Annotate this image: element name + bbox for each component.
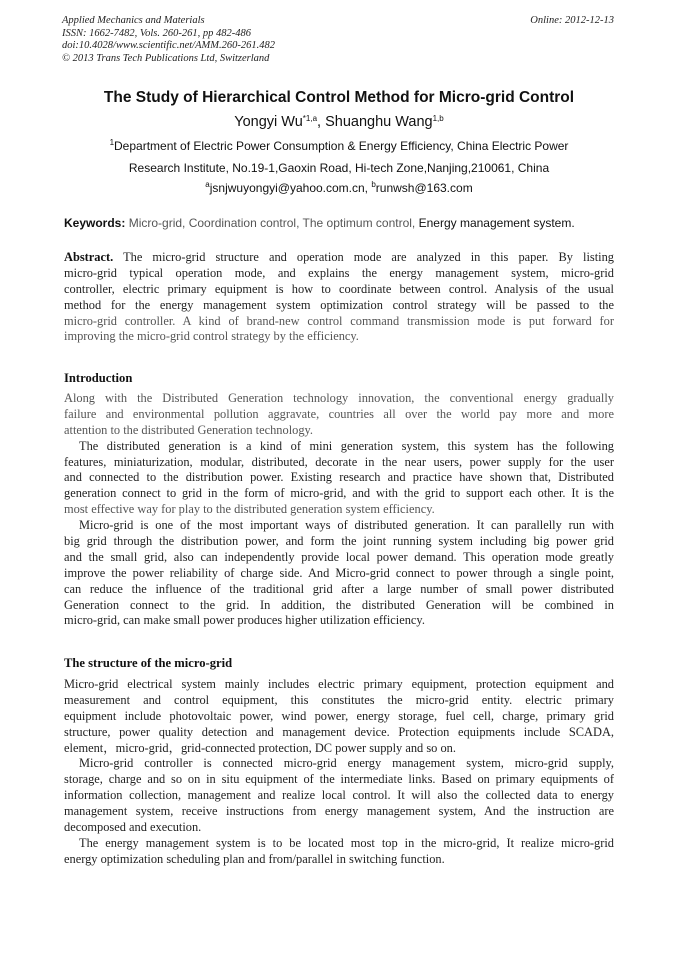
abstract-label: Abstract. [64, 250, 114, 264]
body-line: Micro-grid controller is connected micro-grid energy management system, micro-grid supply, [79, 756, 614, 771]
section-heading-introduction: Introduction [64, 371, 133, 385]
body-line: attention to the distributed Generation technology. [64, 422, 314, 437]
body-line: Along with the Distributed Generation technology innovation, the conventional energy gradually [64, 391, 614, 405]
abstract-line: micro-grid controller. A kind of brand-new control command transmission mode is put forward for [64, 313, 614, 328]
email-mark: a [205, 180, 210, 189]
body-line: generation connect to grid in the form of micro-grid, and with the grid to support each other. It is the [64, 486, 614, 501]
body-line: improve the power reliability of charge side. And Micro-grid connect to power through a single point, [64, 565, 614, 580]
author-affil-mark: 1,b [432, 114, 444, 123]
keywords-text: Energy management system. [418, 216, 575, 230]
keywords-line [64, 216, 575, 230]
keywords-text: Micro-grid, Coordination control, The optimum control, [125, 216, 419, 230]
keywords-label: Keywords: [64, 216, 126, 230]
affiliation-line: Research Institute, No.19-1,Gaoxin Road, Hi-tech Zone,Nanjing,210061, China [128, 161, 550, 175]
body-line: big grid through the distribution power, and form the joint running system including big power grid [64, 534, 614, 549]
body-line: storage, charge and so on in situ equipment of the intermediate links. Based on primary equipments of [64, 772, 614, 787]
body-line: micro-grid, can make small power produces higher utilization efficiency. [64, 613, 425, 628]
body-line: failure and environmental pollution aggravate, countries all over the world pay more and more [64, 406, 614, 421]
author-affil-mark: *1,a [302, 114, 318, 123]
introduction-body [64, 391, 614, 629]
body-line: measurement and control equipment, this constitutes the micro-grid entity. electric primary [64, 692, 614, 707]
body-line: The distributed generation is a kind of mini generation system, this system has the following [79, 438, 614, 453]
abstract-line: method for the energy management system optimization control strategy will be passed to the [64, 297, 614, 312]
affiliation-line [0, 139, 678, 153]
body-line: information collection, management and realize local control. It will also the collected data to energy [64, 788, 614, 803]
body-line: Micro-grid is one of the most important ways of distributed generation. It can parallelly run with [79, 518, 614, 533]
body-line: Generation connect to the grid. In addition, the distributed Generation will be combined in [64, 597, 614, 612]
body-line: most effective way for play to the distributed generation system efficiency. [64, 502, 435, 517]
journal-header [62, 15, 275, 65]
abstract-line: micro-grid typical operation mode, and explains the energy management system, micro-grid [64, 265, 614, 280]
author-name: Shuanghu Wang [325, 114, 433, 130]
body-line: equipment include photovoltaic power, wind power, energy storage, fuel cell, charge, primary grid [64, 708, 614, 723]
body-line: element，micro-grid，grid-connected protection, DC power supply and so on. [64, 740, 456, 755]
body-line: management system, receive instructions from energy management system, And the instruction are [64, 804, 614, 819]
abstract-line: improving the micro-grid control strategy by the efficiency. [64, 329, 359, 344]
journal-issn: ISSN: 1662-7482, Vols. 260-261, pp 482-486 [62, 27, 251, 39]
structure-body [64, 677, 614, 868]
body-line: can reduce the influence of the traditional grid after a large number of small power distributed [64, 581, 614, 596]
journal-copyright: © 2013 Trans Tech Publications Ltd, Switzerland [62, 52, 270, 64]
abstract-line: controller, electric primary equipment is how to coordinate between control. Analysis of the usual [64, 281, 614, 296]
affil-mark: 1 [109, 138, 115, 147]
author-separator: , [317, 114, 326, 130]
author-line [0, 114, 678, 130]
abstract-section [64, 250, 614, 345]
journal-doi: doi:10.4028/www.scientific.net/AMM.260-261.482 [62, 40, 275, 51]
abstract-line [64, 250, 614, 266]
online-date: Online: 2012-12-13 [530, 15, 614, 26]
body-line: features, miniaturization, modular, distributed, decorate in the near users, power supply for the user [64, 454, 614, 469]
body-line: structure, power quality detection and management device. Protection equipments include SCADA, [64, 724, 614, 739]
body-line: and connected to the distribution power. Existing research and practice have shown that, Distributed [64, 470, 614, 485]
section-heading-structure: The structure of the micro-grid [64, 656, 233, 670]
paper-title: The Study of Hierarchical Control Method for Micro-grid Control [103, 89, 575, 106]
body-line: Micro-grid electrical system mainly includes electric primary equipment, protection equipment and [64, 677, 614, 691]
email-text: runwsh@163.com [375, 181, 473, 195]
body-line: decomposed and execution. [64, 820, 202, 835]
body-line: energy optimization scheduling plan and from/parallel in switching function. [64, 851, 445, 866]
body-line: The energy management system is to be located most top in the micro-grid, It realize micro-grid [79, 835, 614, 850]
email-line [0, 181, 678, 195]
affiliation-text: Department of Electric Power Consumption & Energy Efficiency, China Electric Power [114, 139, 569, 153]
email-mark: b [371, 180, 376, 189]
email-text: jsnjwuyongyi@yahoo.com.cn, [209, 181, 372, 195]
body-line: and the small grid, also can independently provide local power demand. This operation mode greatly [64, 549, 614, 564]
abstract-text: The micro-grid structure and operation mode are analyzed in this paper. By listing [113, 250, 614, 264]
author-name: Yongyi Wu [234, 114, 303, 130]
journal-name: Applied Mechanics and Materials [62, 15, 205, 26]
